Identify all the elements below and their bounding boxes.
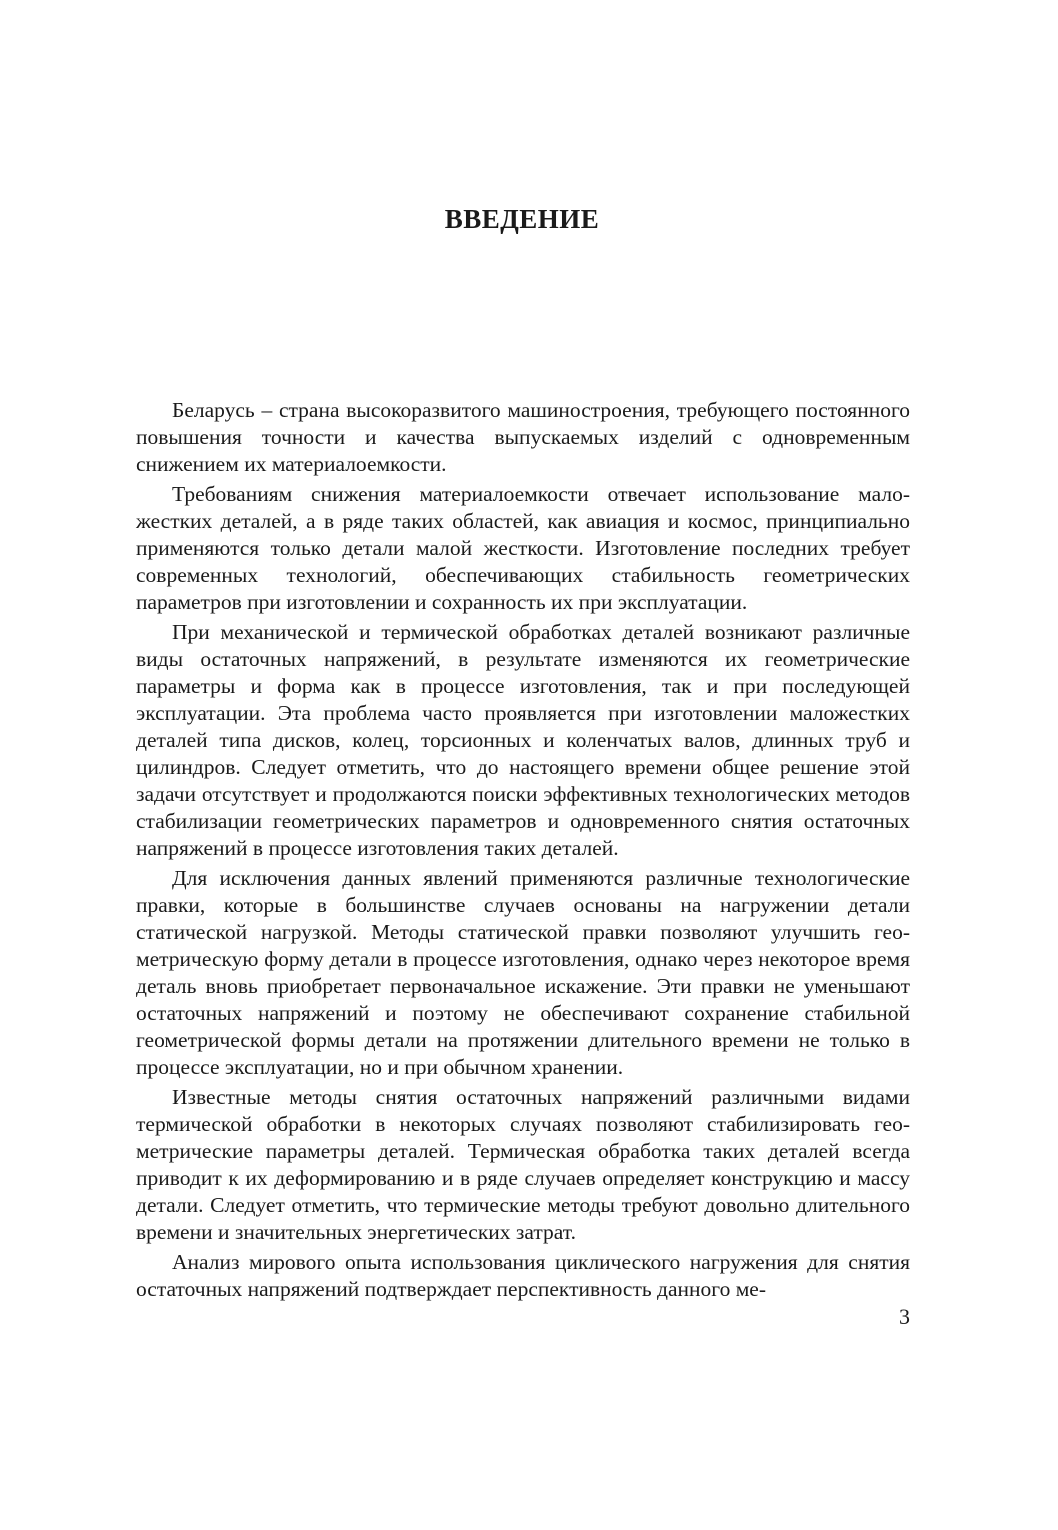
- body-text: [136, 397, 910, 1306]
- paragraph: Для исключения данных явлений применяются различные технологические правки, которые в большинстве случаев основаны на нагружении детали статической нагрузкой. Методы статической правки позволяют улучшить геометрическую форму детали в процессе изготовления, однако через некоторое время деталь вновь приобретает первоначальное искажение. Эти правки не уменьшают остаточных напряжений и поэтому не обеспечивают сохранение стабильной геометрической формы детали на протяжении длительного времени не только в процессе эксплуатации, но и при обычном хранении.: [136, 866, 910, 1079]
- paragraph: Требованиям снижения материалоемкости отвечает использование маложестких деталей, а в ряде таких областей, как авиация и космос, принципиально применяются только детали малой жесткости. Изготовление последних требует современных технологий, обеспечивающих стабильность геометрических параметров при изготовлении и сохранность их при эксплуатации.: [136, 482, 910, 614]
- paragraph: При механической и термической обработках деталей возникают различные виды остаточных напряжений, в результате изменяются их геометрические параметры и форма как в процессе изготовления, так и при последующей эксплуатации. Эта проблема часто проявляется при изготовлении маложестких деталей типа дисков, колец, торсионных и коленчатых валов, длинных труб и цилиндров. Следует отметить, что до настоящего времени общее решение этой задачи отсутствует и продолжаются поиски эффективных технологических методов стабилизации геометрических параметров и одновременного снятия остаточных напряжений в процессе изготовления таких деталей.: [136, 620, 910, 860]
- paragraph: Беларусь – страна высокоразвитого машиностроения, требующего постоянного повышения точности и качества выпускаемых изделий с одновременным снижением их материалоемкости.: [136, 398, 910, 476]
- paragraph: Известные методы снятия остаточных напряжений различными видами термической обработки в некоторых случаях позволяют стабилизировать геометрические параметры деталей. Термическая обработка таких деталей всегда приводит к их деформированию и в ряде случаев определяет конструкцию и массу детали. Следует отметить, что термические методы требуют довольно длительного времени и значительных энергетических затрат.: [136, 1085, 910, 1244]
- page-number: 3: [899, 1304, 910, 1329]
- chapter-heading: ВВЕДЕНИЕ: [444, 204, 600, 234]
- paragraph: Анализ мирового опыта использования циклического нагружения для снятия остаточных напряжений подтверждает перспективность данного ме-: [136, 1250, 910, 1301]
